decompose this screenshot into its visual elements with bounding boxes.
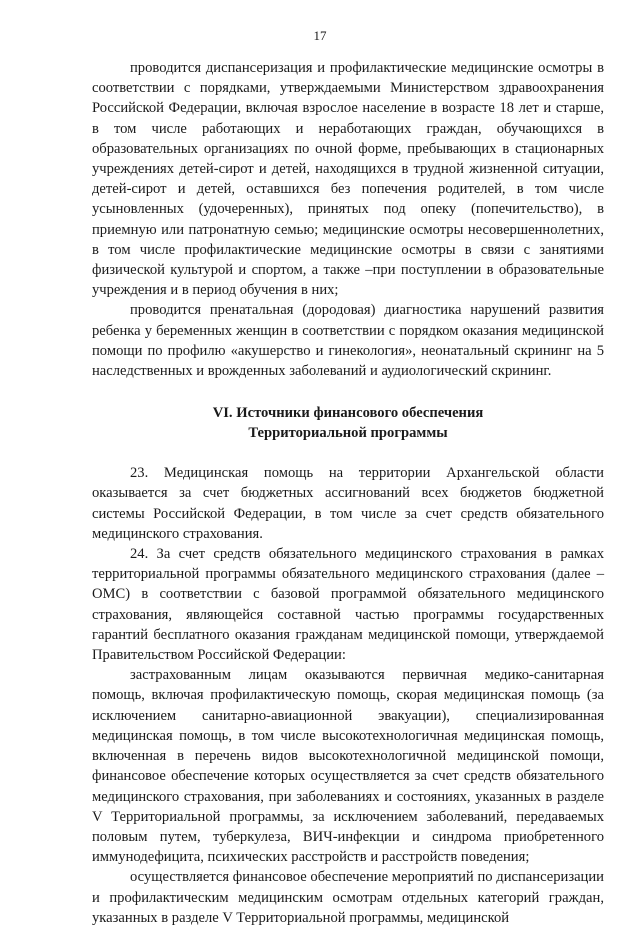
document-body bbox=[92, 58, 604, 928]
section-heading-line-1: VI. Источники финансового обеспечения bbox=[212, 405, 484, 422]
paragraph-dispensarization: проводится диспансеризация и профилактические медицинские осмотры в соответствии с порядками, утверждаемыми Министерством здравоохранения Российской Федерации, включая взрослое население в возрасте 18 лет и старше, в том числе работающих и неработающих граждан, обучающихся в образовательных организациях по очной форме, пребывающих в стационарных учреждениях детей-сирот и детей, находящихся в трудной жизненной ситуации, детей-сирот и детей, оставшихся без попечения родителей, в том числе усыновленных (удочеренных), принятых под опеку (попечительство), в приемную или патронатную семью; медицинские осмотры несовершеннолетних, в том числе профилактические медицинские осмотры в связи с занятиями физической культурой и спортом, а также –при поступлении в образовательные учреждения и в период обучения в них; bbox=[92, 60, 604, 299]
paragraph-financing-dispensarization: осуществляется финансовое обеспечение мероприятий по диспансеризации и профилактическим медицинским осмотрам отдельных категорий граждан, указанных в разделе V Территориальной программы, медицинской bbox=[92, 869, 604, 926]
page-number: 17 bbox=[313, 28, 327, 43]
paragraph-23: 23. Медицинская помощь на территории Архангельской области оказывается за счет бюджетных ассигнований всех бюджетов бюджетной системы Российской Федерации, в том числе за счет средств обязательного медицинского страхования. bbox=[92, 465, 604, 542]
paragraph-prenatal-diagnostics: проводится пренатальная (дородовая) диагностика нарушений развития ребенка у беременных женщин в соответствии с порядком оказания медицинской помощи по профилю «акушерство и гинекология», неонатальный скрининг на 5 наследственных и врожденных заболеваний и аудиологический скрининг. bbox=[92, 302, 604, 380]
section-heading-line-2: Территориальной программы bbox=[248, 425, 448, 442]
paragraph-24: 24. За счет средств обязательного медицинского страхования в рамках территориальной программы обязательного медицинского страхования (далее – ОМС) в соответствии с базовой программой обязательного медицинского страхования, являющейся составной частью программы государственных гарантий бесплатного оказания гражданам медицинской помощи, утверждаемой Правительством Российской Федерации: bbox=[92, 546, 604, 664]
paragraph-insured-persons: застрахованным лицам оказываются первичная медико-санитарная помощь, включая профилактическую помощь, скорая медицинская помощь (за исключением санитарно-авиационной эвакуации), специализированная медицинская помощь, в том числе высокотехнологичная медицинская помощь, включенная в перечень видов высокотехнологичной медицинской помощи, финансовое обеспечение которых осуществляется за счет средств обязательного медицинского страхования, при заболеваниях и состояниях, указанных в разделе V Территориальной программы, за исключением заболеваний, передаваемых половым путем, туберкулеза, ВИЧ-инфекции и синдрома приобретенного иммунодефицита, психических расстройств и расстройств поведения; bbox=[92, 667, 604, 866]
section-heading bbox=[92, 403, 604, 443]
